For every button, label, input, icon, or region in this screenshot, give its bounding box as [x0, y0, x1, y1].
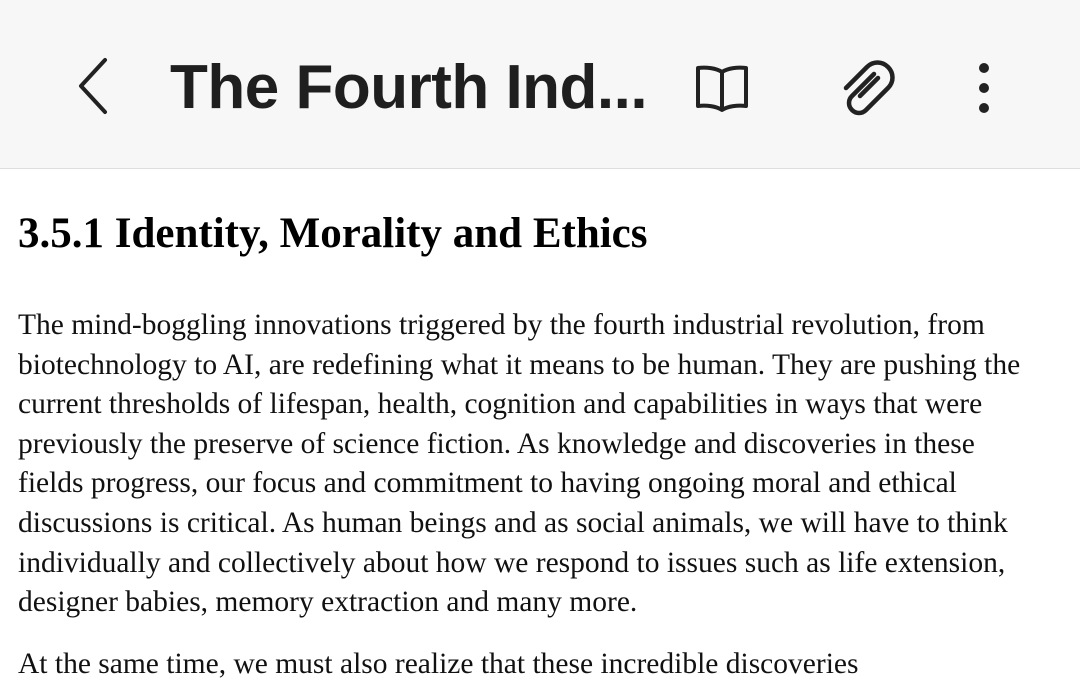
body-paragraph-partial: At the same time, we must also realize that these incredible discoveries	[18, 647, 859, 680]
book-view-button[interactable]	[686, 52, 758, 124]
attachment-button[interactable]	[830, 52, 902, 124]
chevron-left-icon	[75, 56, 115, 116]
document-title: The Fourth Ind...	[170, 53, 648, 122]
app-bar	[0, 0, 1080, 169]
paperclip-icon	[834, 56, 898, 120]
document-content	[18, 196, 1068, 684]
body-paragraph: The mind-boggling innovations triggered by the fourth industrial revolution, from biotechnology to AI, are redefining what it means to be human. They are pushing the current thresholds of lifespan, health, cognition and capabilities in ways that were previously the preserve of science fiction. As knowledge and discoveries in these fields progress, our focus and commitment to having ongoing moral and ethical discussions is critical. As human beings and as social animals, we will have to think individually and collectively about how we respond to issues such as life extension, designer babies, memory extraction and many more.	[18, 309, 1021, 619]
back-button[interactable]	[60, 50, 130, 122]
section-heading: 3.5.1 Identity, Morality and Ethics	[18, 210, 648, 257]
more-options-button[interactable]	[948, 52, 1020, 124]
more-vertical-icon	[974, 58, 994, 118]
book-icon	[692, 58, 752, 118]
